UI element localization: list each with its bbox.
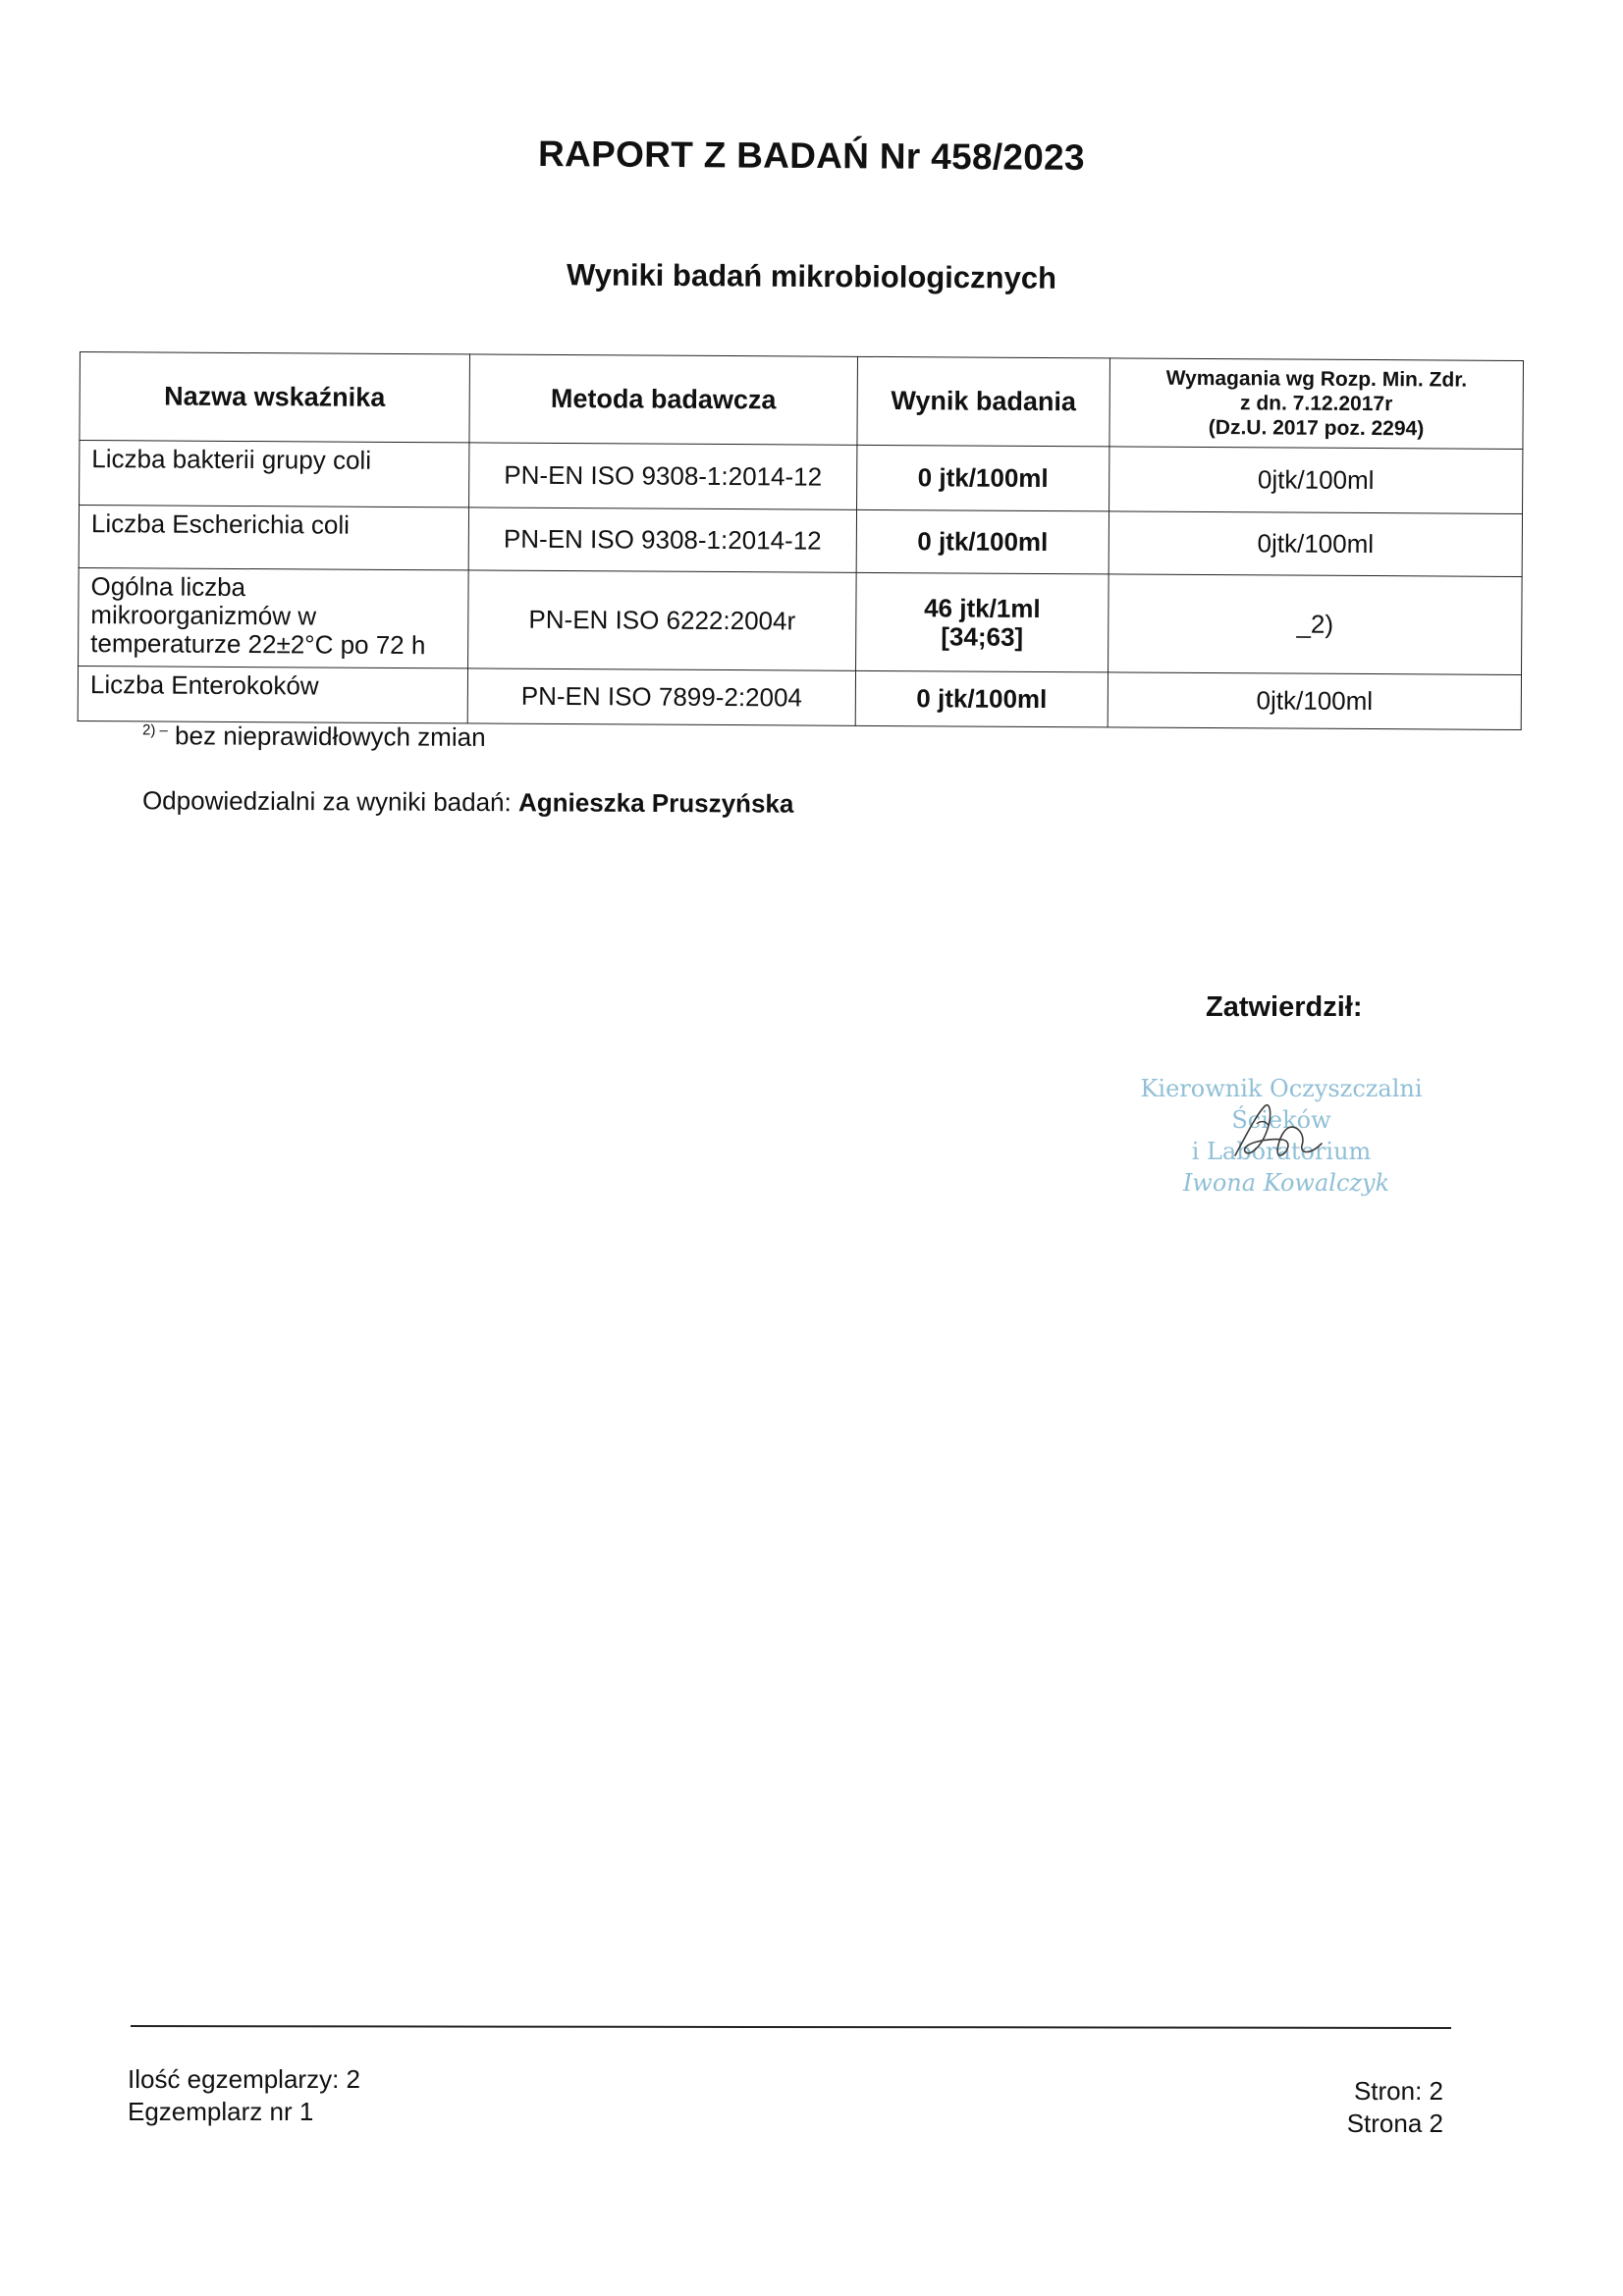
test-method: PN-EN ISO 9308-1:2014-12	[468, 507, 856, 572]
footnote	[142, 721, 486, 753]
footer-divider	[131, 2025, 1451, 2029]
test-method: PN-EN ISO 7899-2:2004	[467, 668, 855, 725]
stamp-name: Iwona Kowalczyk	[1182, 1169, 1390, 1197]
column-header-requirement	[1109, 358, 1524, 450]
results-table	[78, 351, 1524, 730]
page-number: Strona 2	[1346, 2109, 1443, 2138]
table-row	[78, 666, 1521, 729]
indicator-name-line: mikroorganizmów w	[90, 600, 317, 631]
requirement-header-line: (Dz.U. 2017 poz. 2294)	[1208, 416, 1425, 441]
table-row	[79, 567, 1523, 674]
indicator-name-line: temperaturze 22±2°C po 72 h	[90, 628, 426, 661]
requirement-header-line: Wymagania wg Rozp. Min. Zdr.	[1165, 366, 1468, 392]
responsible-label: Odpowiedzialni za wyniki badań:	[141, 785, 512, 818]
signature-icon	[1227, 1095, 1335, 1173]
test-result-uncertainty: [34;63]	[941, 620, 1024, 652]
copies-info	[128, 2063, 360, 2128]
indicator-name: Liczba Escherichia coli	[79, 506, 468, 570]
stamp-line: Kierownik Oczyszczalni Ścieków	[1140, 1075, 1423, 1134]
total-pages: Stron: 2	[1353, 2076, 1443, 2106]
copy-number: Egzemplarz nr 1	[128, 2097, 314, 2126]
indicator-name: Liczba bakterii grupy coli	[80, 441, 469, 507]
responsible-person: Agnieszka Pruszyńska	[517, 787, 794, 819]
test-method: PN-EN ISO 9308-1:2014-12	[469, 443, 857, 509]
test-result	[856, 572, 1109, 672]
table-row	[79, 506, 1522, 577]
table-header-row	[80, 352, 1524, 450]
test-result: 0 jtk/100ml	[855, 670, 1108, 727]
stamp-line: i Laboratorium	[1191, 1138, 1372, 1165]
test-method: PN-EN ISO 6222:2004r	[468, 570, 857, 670]
requirement-header-line: z dn. 7.12.2017r	[1239, 392, 1393, 416]
requirement-value: 0jtk/100ml	[1109, 447, 1523, 514]
test-result: 0 jtk/100ml	[857, 445, 1109, 511]
results-table-container	[78, 351, 1523, 730]
table-row	[80, 441, 1523, 514]
indicator-name: Liczba Enterokoków	[78, 666, 467, 722]
test-result-value: 46 jtk/1ml	[924, 592, 1041, 623]
column-header-result: Wynik badania	[857, 356, 1110, 447]
footnote-marker: 2) –	[141, 721, 168, 739]
responsible-line	[142, 785, 794, 819]
test-result: 0 jtk/100ml	[856, 509, 1109, 574]
report-title: RAPORT Z BADAŃ Nr 458/2023	[537, 133, 1086, 178]
approval-label: Zatwierdził:	[1206, 991, 1363, 1023]
requirement-value: 0jtk/100ml	[1109, 511, 1522, 577]
requirement-value: 0jtk/100ml	[1108, 672, 1521, 730]
report-subtitle: Wyniki badań mikrobiologicznych	[566, 257, 1057, 295]
indicator-name	[79, 567, 469, 667]
requirement-value: _2)	[1109, 574, 1523, 675]
column-header-method: Metoda badawcza	[469, 354, 858, 445]
copies-count: Ilość egzemplarzy: 2	[128, 2064, 360, 2094]
page-info	[1347, 2075, 1443, 2140]
indicator-name-line: Ogólna liczba	[90, 571, 246, 603]
footnote-text: bez nieprawidłowych zmian	[175, 721, 486, 752]
column-header-name: Nazwa wskaźnika	[80, 352, 470, 443]
